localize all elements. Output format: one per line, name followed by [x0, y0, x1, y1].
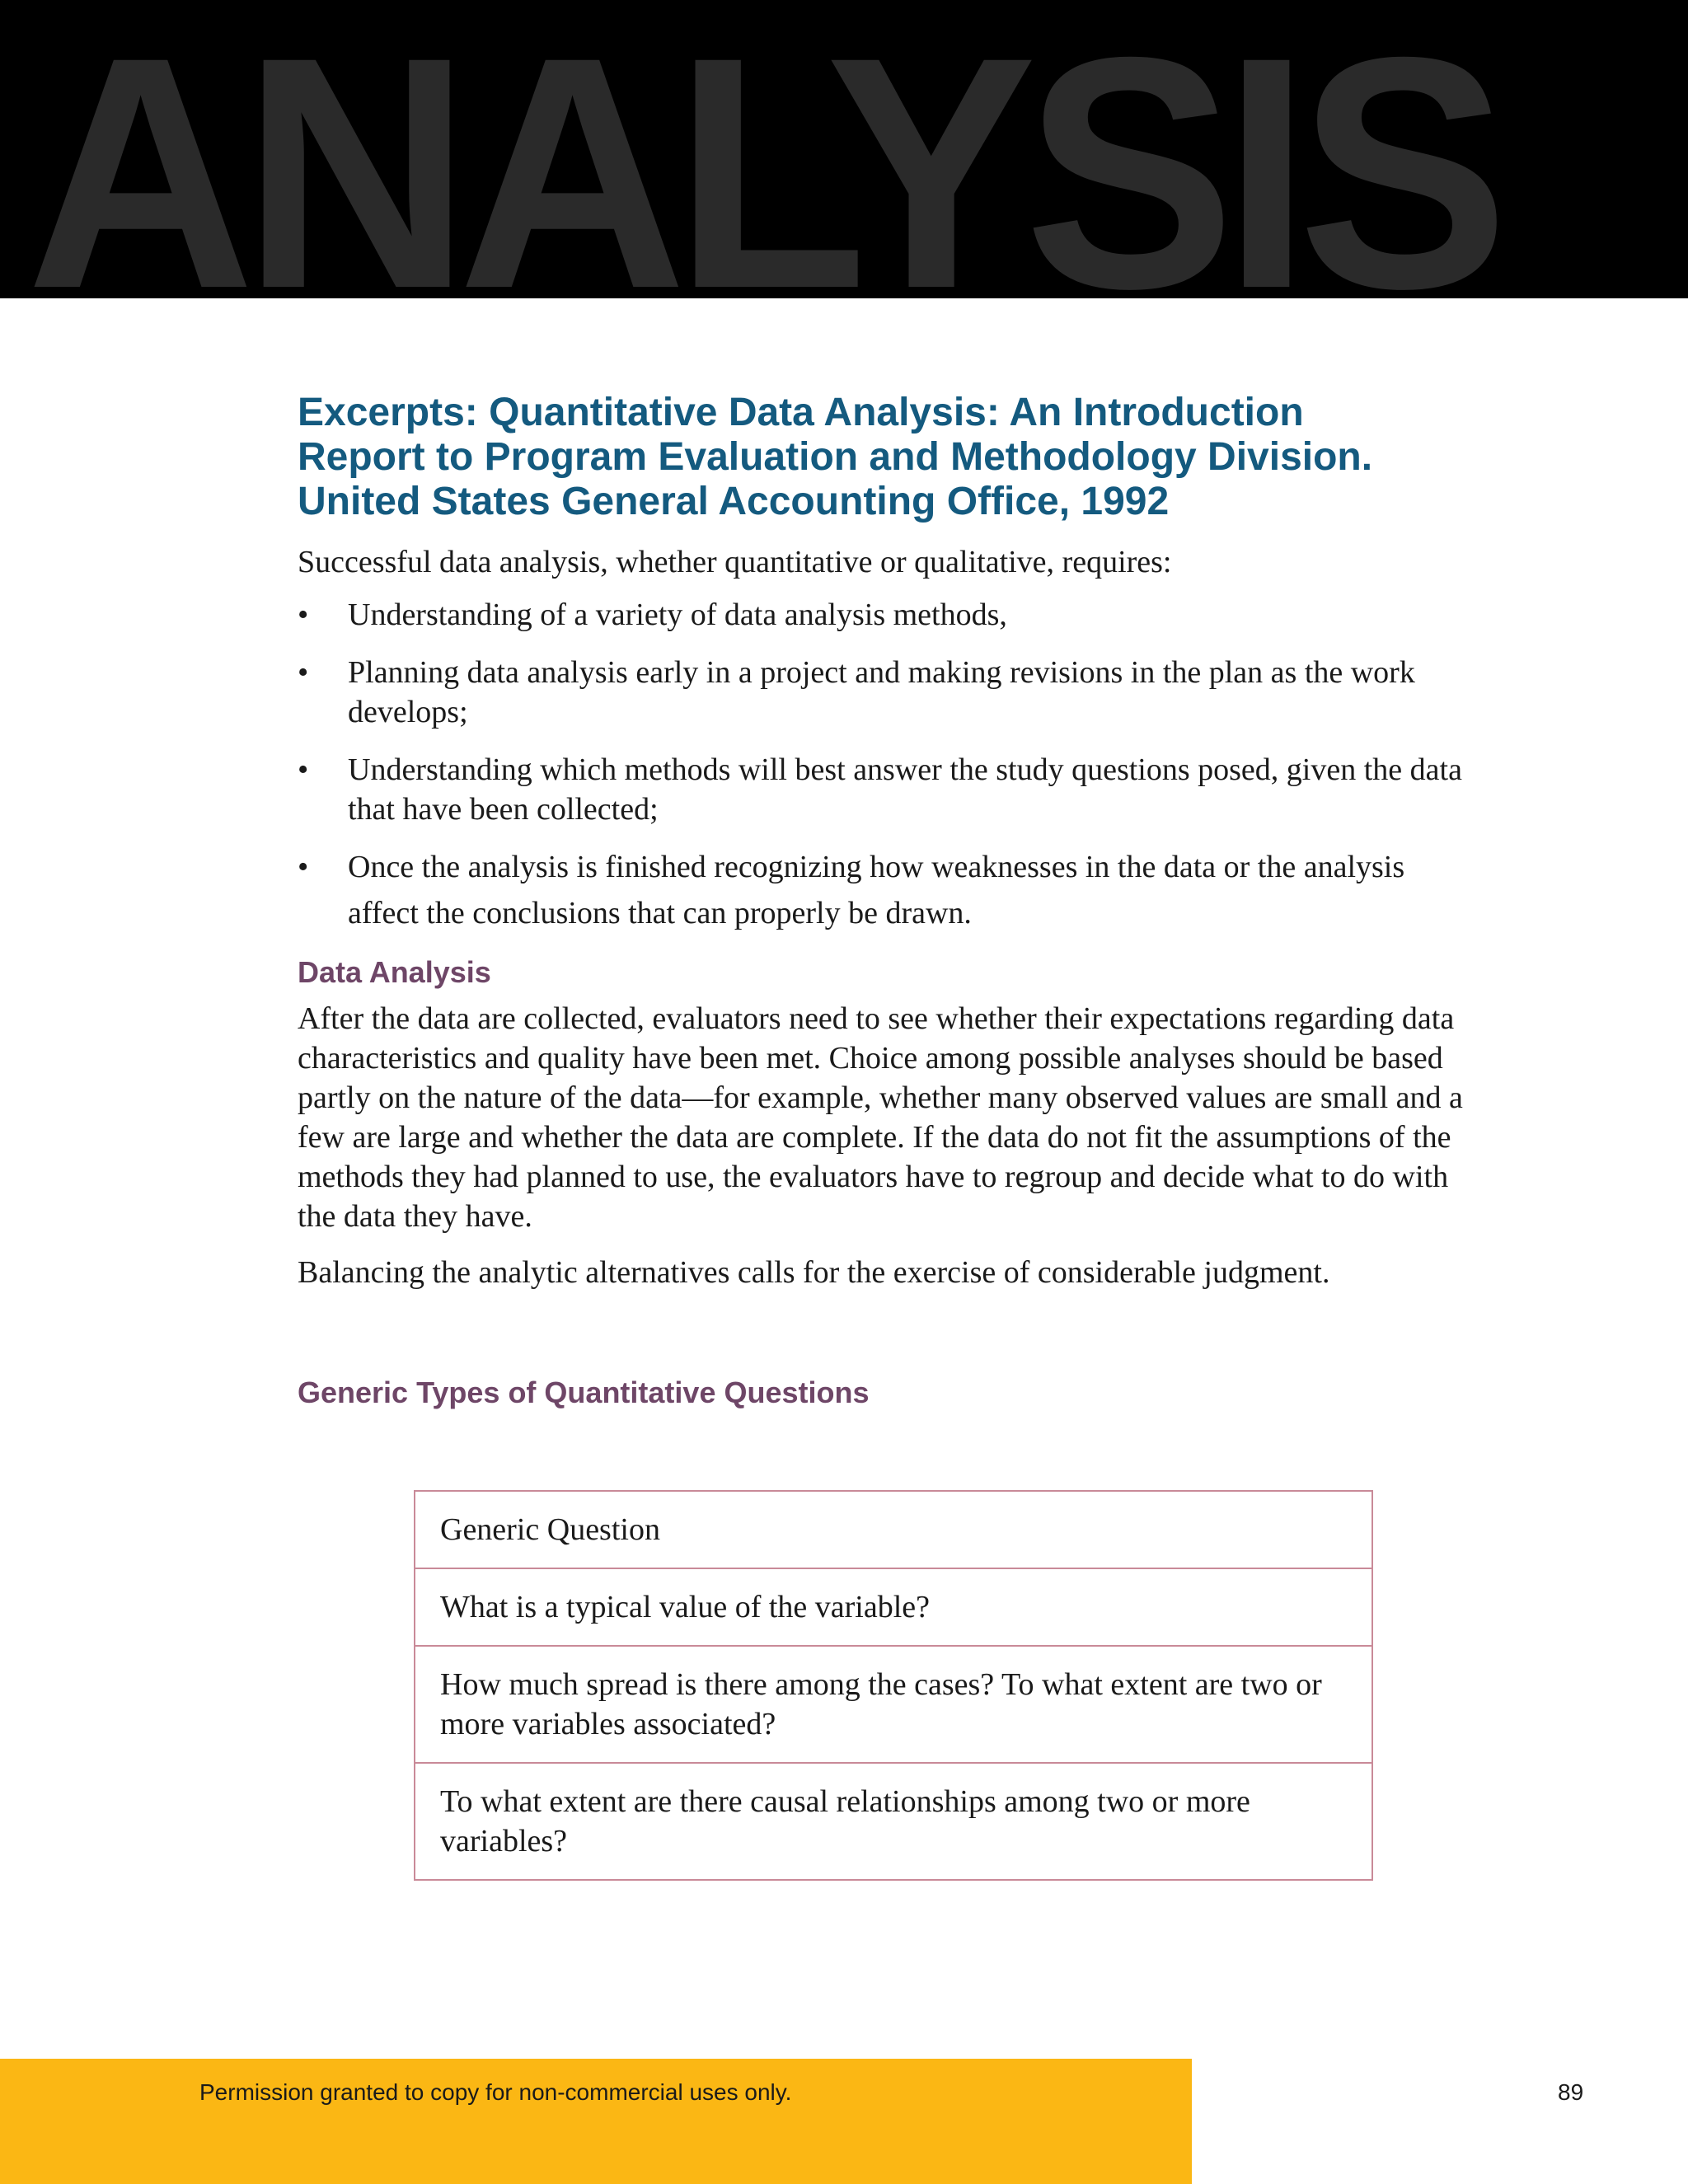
data-analysis-heading: Data Analysis	[298, 955, 491, 989]
list-item	[298, 653, 1476, 732]
list-item	[298, 595, 1476, 635]
title-line-2: Report to Program Evaluation and Methodology Division.	[298, 435, 1373, 479]
bullet-icon: •	[298, 598, 309, 632]
title-line-3: United States General Accounting Office, 1992	[298, 480, 1170, 523]
generic-types-heading: Generic Types of Quantitative Questions	[298, 1376, 870, 1409]
banner-word: ANALYSIS	[26, 0, 1497, 298]
main-content	[298, 391, 1476, 1411]
requirements-list	[298, 595, 1476, 936]
list-item-text: Planning data analysis early in a project and making revisions in the plan as the work develops;	[348, 655, 1415, 729]
generic-questions-table	[414, 1490, 1373, 1881]
table-row: What is a typical value of the variable?	[415, 1568, 1372, 1645]
bullet-icon: •	[298, 655, 309, 690]
title-line-1: Excerpts: Quantitative Data Analysis: An Introduction	[298, 391, 1304, 434]
header-banner	[0, 0, 1688, 298]
list-item-text: Understanding which methods will best answer the study questions posed, given the data that have been collected;	[348, 752, 1462, 827]
list-item-text: Understanding of a variety of data analysis methods,	[348, 598, 1007, 632]
table-row: To what extent are there causal relationships among two or more variables?	[415, 1762, 1372, 1879]
document-title	[298, 391, 1476, 524]
list-item-text: Once the analysis is finished recognizing how weaknesses in the data or the analysis affect the conclusions that can properly be drawn.	[348, 850, 1405, 930]
list-item	[298, 750, 1476, 829]
data-analysis-paragraph: After the data are collected, evaluators need to see whether their expectations regarding data characteristics and quality have been met. Choice among possible analyses should be based partly on the nature of the data—for example, whether many observed values are small and a few are large and whether the data are complete. If the data do not fit the assumptions of the methods they had planned to use, the evaluators have to regroup and decide what to do with the data they have.	[298, 1001, 1463, 1234]
footer-bar	[0, 2059, 1192, 2184]
bullet-icon: •	[298, 752, 309, 787]
footer-permission-text: Permission granted to copy for non-commercial uses only.	[199, 2079, 792, 2105]
bullet-icon: •	[298, 850, 309, 884]
table-header-row: Generic Question	[440, 1512, 660, 1547]
list-item	[298, 844, 1476, 936]
intro-paragraph: Successful data analysis, whether quantitative or qualitative, requires:	[298, 545, 1172, 579]
table-row: How much spread is there among the cases? To what extent are two or more variables associated?	[415, 1645, 1372, 1762]
balancing-paragraph: Balancing the analytic alternatives calls for the exercise of considerable judgment.	[298, 1255, 1330, 1290]
page-number: 89	[1558, 2079, 1584, 2105]
